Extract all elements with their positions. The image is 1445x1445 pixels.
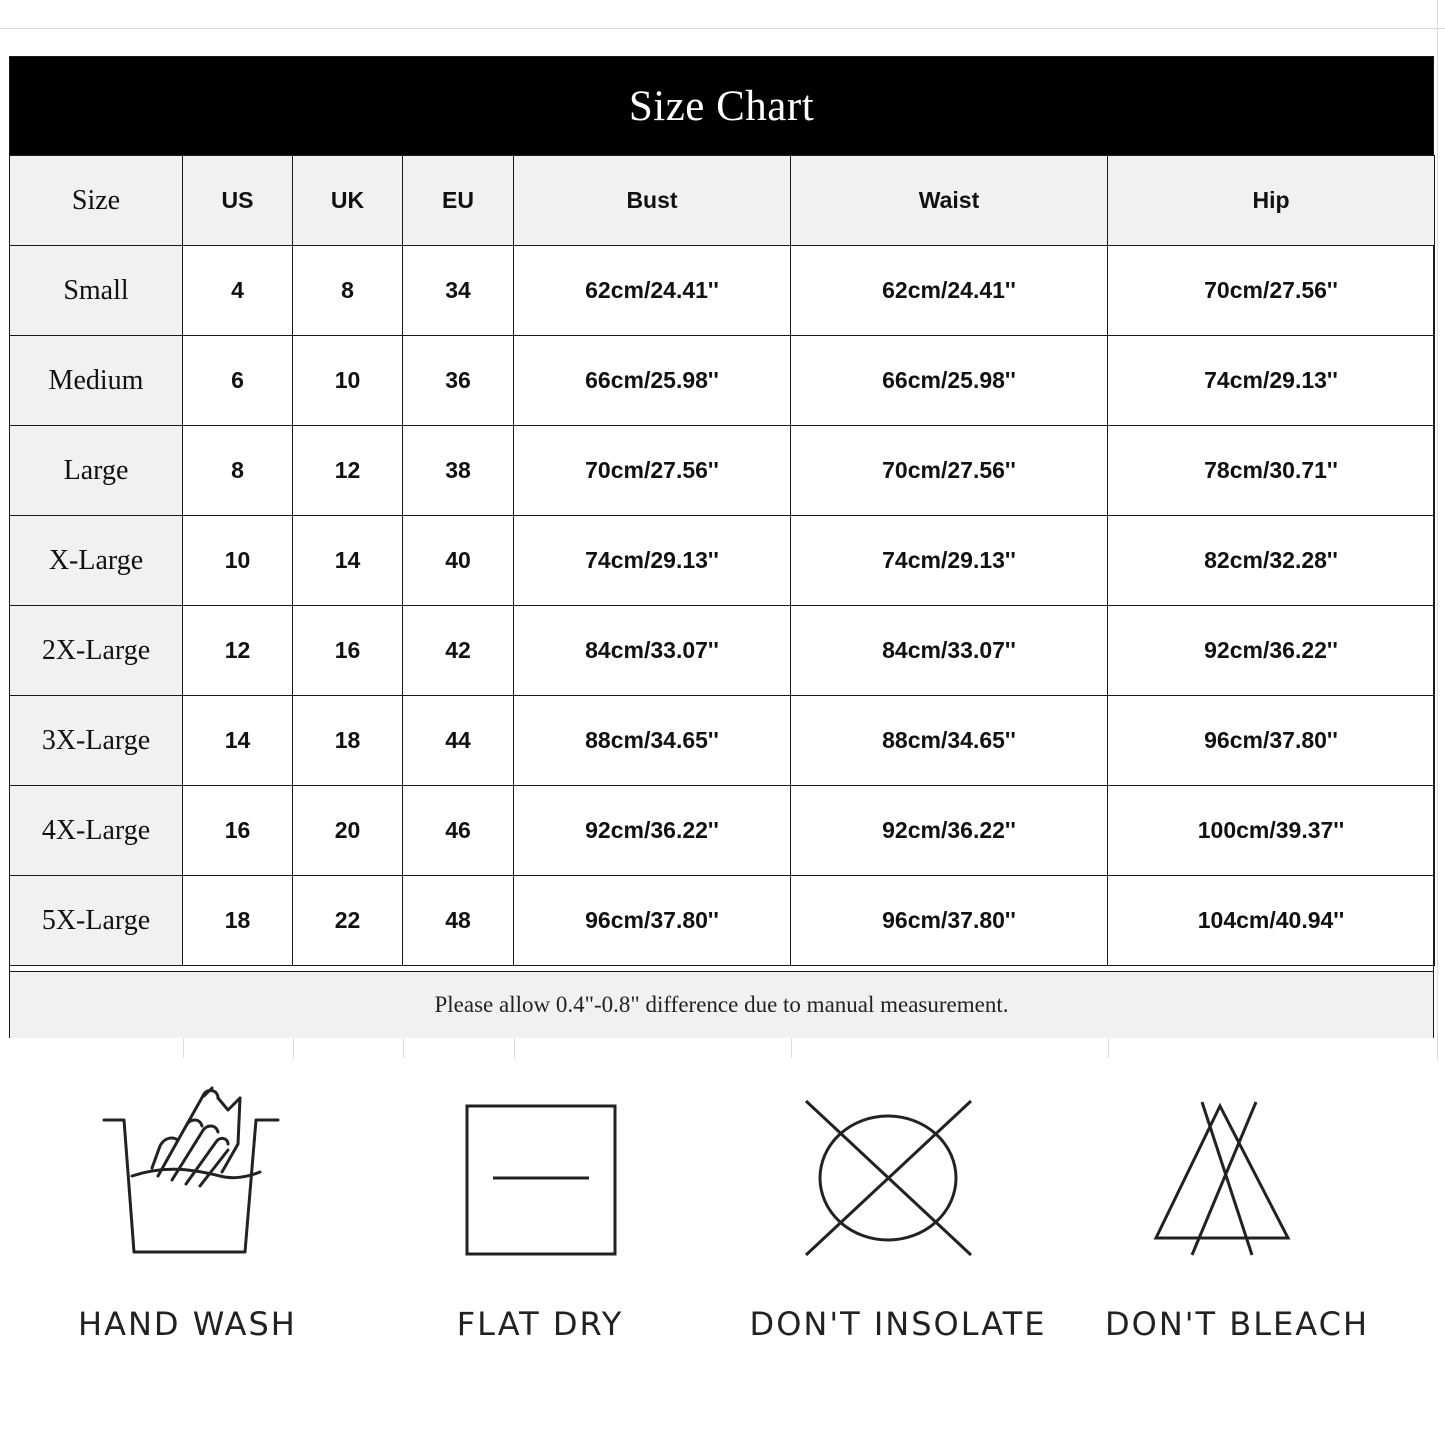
do-not-bleach-icon [1152, 1098, 1302, 1258]
background-gridline [0, 28, 1445, 29]
care-item-flat-dry [375, 1080, 705, 1380]
cell-uk: 16 [293, 606, 403, 696]
cell-bust: 88cm/34.65'' [514, 696, 791, 786]
cell-size: 2X-Large [10, 606, 183, 696]
care-label-dont-bleach: DON'T BLEACH [1104, 1305, 1369, 1343]
table-row [10, 876, 1435, 966]
cell-waist: 66cm/25.98'' [791, 336, 1108, 426]
size-table [9, 155, 1435, 966]
table-row [10, 606, 1435, 696]
background-gridline [293, 1038, 294, 1058]
cell-hip: 96cm/37.80'' [1108, 696, 1435, 786]
measurement-note: Please allow 0.4"-0.8" difference due to manual measurement. [10, 971, 1433, 1038]
cell-us: 6 [183, 336, 293, 426]
care-item-hand-wash [20, 1080, 350, 1380]
cell-bust: 62cm/24.41'' [514, 246, 791, 336]
cell-us: 16 [183, 786, 293, 876]
cell-eu: 34 [403, 246, 514, 336]
hand-wash-icon [100, 1080, 300, 1260]
cell-bust: 84cm/33.07'' [514, 606, 791, 696]
background-gridline [514, 1038, 515, 1058]
do-not-insolate-icon [803, 1098, 978, 1258]
cell-eu: 46 [403, 786, 514, 876]
cell-waist: 92cm/36.22'' [791, 786, 1108, 876]
background-gridline [1108, 1038, 1109, 1058]
cell-eu: 42 [403, 606, 514, 696]
cell-size: Large [10, 426, 183, 516]
cell-waist: 88cm/34.65'' [791, 696, 1108, 786]
background-gridline [1437, 0, 1438, 1060]
background-gridline [403, 1038, 404, 1058]
cell-hip: 92cm/36.22'' [1108, 606, 1435, 696]
cell-eu: 38 [403, 426, 514, 516]
cell-size: 3X-Large [10, 696, 183, 786]
cell-bust: 92cm/36.22'' [514, 786, 791, 876]
table-row [10, 426, 1435, 516]
cell-eu: 44 [403, 696, 514, 786]
cell-uk: 20 [293, 786, 403, 876]
cell-hip: 78cm/30.71'' [1108, 426, 1435, 516]
header-bust: Bust [514, 156, 791, 246]
cell-hip: 82cm/32.28'' [1108, 516, 1435, 606]
table-row [10, 516, 1435, 606]
cell-uk: 14 [293, 516, 403, 606]
care-label-hand-wash: HAND WASH [78, 1305, 297, 1343]
table-row [10, 246, 1435, 336]
cell-hip: 100cm/39.37'' [1108, 786, 1435, 876]
table-row [10, 786, 1435, 876]
header-hip: Hip [1108, 156, 1435, 246]
header-eu: EU [403, 156, 514, 246]
cell-bust: 74cm/29.13'' [514, 516, 791, 606]
cell-size: 4X-Large [10, 786, 183, 876]
care-label-dont-insolate: DON'T INSOLATE [749, 1305, 1047, 1343]
cell-us: 10 [183, 516, 293, 606]
cell-bust: 96cm/37.80'' [514, 876, 791, 966]
background-gridline [791, 1038, 792, 1058]
cell-hip: 74cm/29.13'' [1108, 336, 1435, 426]
background-gridline [183, 1038, 184, 1058]
cell-us: 18 [183, 876, 293, 966]
header-waist: Waist [791, 156, 1108, 246]
cell-uk: 12 [293, 426, 403, 516]
cell-waist: 96cm/37.80'' [791, 876, 1108, 966]
cell-us: 8 [183, 426, 293, 516]
cell-uk: 8 [293, 246, 403, 336]
header-us: US [183, 156, 293, 246]
size-chart-title: Size Chart [10, 57, 1433, 155]
cell-us: 14 [183, 696, 293, 786]
care-label-flat-dry: FLAT DRY [456, 1305, 624, 1343]
table-row [10, 336, 1435, 426]
cell-eu: 40 [403, 516, 514, 606]
care-item-dont-bleach [1072, 1080, 1402, 1380]
cell-us: 12 [183, 606, 293, 696]
size-chart [9, 56, 1434, 1038]
flat-dry-icon [463, 1102, 623, 1262]
cell-size: 5X-Large [10, 876, 183, 966]
cell-size: Medium [10, 336, 183, 426]
cell-size: Small [10, 246, 183, 336]
care-item-dont-insolate [733, 1080, 1063, 1380]
cell-hip: 70cm/27.56'' [1108, 246, 1435, 336]
cell-eu: 48 [403, 876, 514, 966]
cell-uk: 18 [293, 696, 403, 786]
cell-waist: 62cm/24.41'' [791, 246, 1108, 336]
cell-uk: 10 [293, 336, 403, 426]
table-row [10, 696, 1435, 786]
cell-waist: 74cm/29.13'' [791, 516, 1108, 606]
cell-waist: 70cm/27.56'' [791, 426, 1108, 516]
cell-hip: 104cm/40.94'' [1108, 876, 1435, 966]
cell-bust: 70cm/27.56'' [514, 426, 791, 516]
header-size: Size [10, 156, 183, 246]
header-uk: UK [293, 156, 403, 246]
table-header-row [10, 156, 1435, 246]
cell-bust: 66cm/25.98'' [514, 336, 791, 426]
cell-size: X-Large [10, 516, 183, 606]
cell-waist: 84cm/33.07'' [791, 606, 1108, 696]
cell-us: 4 [183, 246, 293, 336]
cell-eu: 36 [403, 336, 514, 426]
cell-uk: 22 [293, 876, 403, 966]
